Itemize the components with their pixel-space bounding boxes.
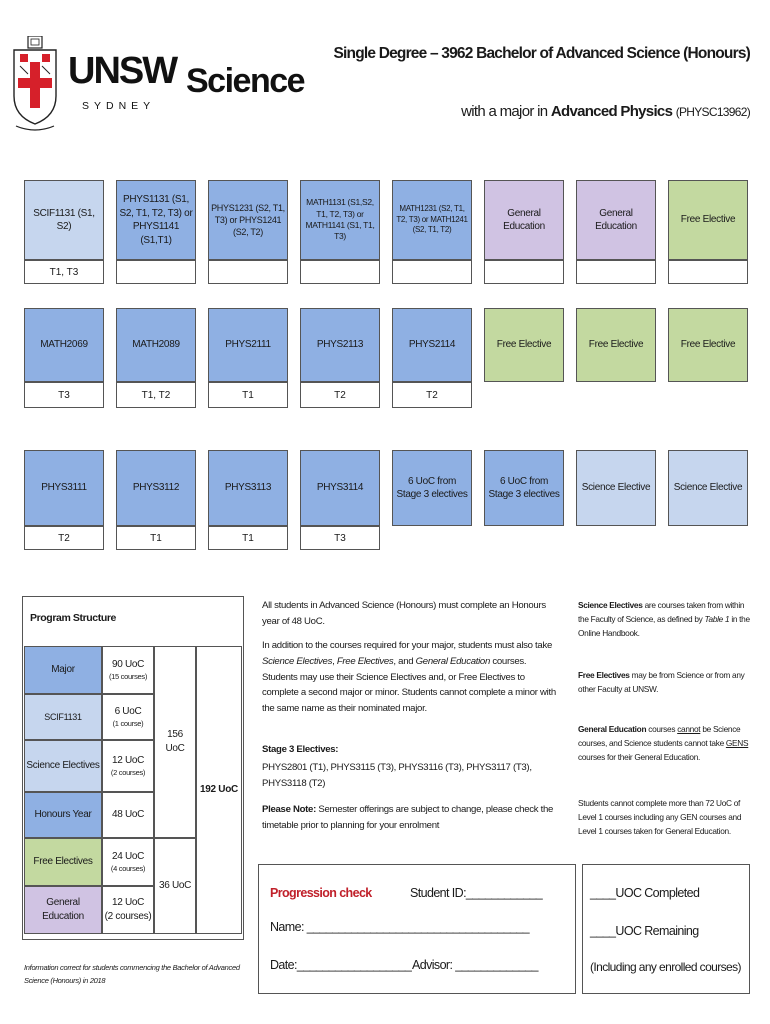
- course-box[interactable]: 6 UoC from Stage 3 electives: [392, 450, 472, 526]
- course-box[interactable]: PHYS1131 (S1, S2, T1, T2, T3) or PHYS1141 (S1,T1): [116, 180, 196, 260]
- term-box: [484, 260, 564, 284]
- term-box: T2: [392, 382, 472, 408]
- faculty-name: Science: [186, 62, 305, 100]
- honours-paragraph: All students in Advanced Science (Honours) must complete an Honours year of 48 UoC.: [262, 600, 546, 627]
- subtotal-156: 156 UoC: [154, 646, 196, 838]
- course-box[interactable]: Science Elective: [668, 450, 748, 526]
- major-label: Major: [24, 646, 102, 694]
- term-box: T1, T3: [24, 260, 104, 284]
- course-box[interactable]: PHYS2111: [208, 308, 288, 382]
- free-electives-label: Free Electives: [24, 838, 102, 886]
- major-prefix: with a major in: [461, 103, 551, 120]
- term-box: [576, 260, 656, 284]
- course-box[interactable]: Free Elective: [668, 180, 748, 260]
- course-box[interactable]: Science Elective: [576, 450, 656, 526]
- major-uoc: 90 UoC (15 courses): [102, 646, 154, 694]
- term-box: T1: [116, 526, 196, 550]
- scif-label: SCIF1131: [24, 694, 102, 740]
- major-name: Advanced Physics: [550, 103, 673, 120]
- term-box: T1, T2: [116, 382, 196, 408]
- semester-note: Please Note: Semester offerings are subject to change, please check the timetable prior to planning for your enrolment: [262, 804, 554, 831]
- course-box[interactable]: MATH1131 (S1,S2, T1, T2, T3) or MATH1141 (S1, T1, T3): [300, 180, 380, 260]
- course-box[interactable]: MATH2069: [24, 308, 104, 382]
- course-box[interactable]: Free Elective: [484, 308, 564, 382]
- program-structure-title: Program Structure: [30, 612, 116, 624]
- total-192: 192 UoC: [196, 646, 242, 934]
- course-box[interactable]: Free Elective: [668, 308, 748, 382]
- unsw-crest: [12, 36, 58, 134]
- course-box[interactable]: MATH2089: [116, 308, 196, 382]
- course-box[interactable]: PHYS3111: [24, 450, 104, 526]
- term-box: [300, 260, 380, 284]
- course-box[interactable]: General Education: [484, 180, 564, 260]
- free-electives-note: Free Electives may be from Science or from any other Faculty at UNSW.: [578, 670, 745, 695]
- course-box[interactable]: PHYS3112: [116, 450, 196, 526]
- student-id-field[interactable]: Student ID:____________: [410, 886, 543, 900]
- uoc-remaining-field[interactable]: ____UOC Remaining: [590, 924, 699, 938]
- advisor-field[interactable]: Advisor: _____________: [412, 958, 538, 972]
- electives-paragraph: In addition to the courses required for your major, students must also take Science Electives, Free Electives, and General Education courses. Students may use their Science Electives and, or Free Electives to complete a second major or minor. Students cannot complete a minor with the same name as their nominated major.: [262, 640, 556, 715]
- science-electives-label: Science Electives: [24, 740, 102, 792]
- subtotal-36: 36 UoC: [154, 838, 196, 934]
- major-code: (PHYSC13962): [675, 105, 750, 119]
- progression-check-title: Progression check: [270, 886, 372, 900]
- course-box[interactable]: PHYS3113: [208, 450, 288, 526]
- course-box[interactable]: Free Elective: [576, 308, 656, 382]
- course-box[interactable]: 6 UoC from Stage 3 electives: [484, 450, 564, 526]
- brand-city: SYDNEY: [82, 100, 156, 112]
- course-box[interactable]: PHYS2114: [392, 308, 472, 382]
- name-field[interactable]: Name: ___________________________________: [270, 920, 530, 934]
- term-box: [392, 260, 472, 284]
- stage3-list: PHYS2801 (T1), PHYS3115 (T3), PHYS3116 (T3), PHYS3117 (T3), PHYS3118 (T2): [262, 762, 532, 789]
- major-line: [380, 103, 750, 120]
- term-box: T1: [208, 382, 288, 408]
- enrolled-note: (Including any enrolled courses): [590, 960, 741, 974]
- stage3-heading: Stage 3 Electives:: [262, 744, 339, 755]
- science-electives-uoc: 12 UoC (2 courses): [102, 740, 154, 792]
- course-box[interactable]: PHYS3114: [300, 450, 380, 526]
- free-electives-uoc: 24 UoC (4 courses): [102, 838, 154, 886]
- science-electives-note: Science Electives are courses taken from within the Faculty of Science, as defined by Table 1 in the Online Handbook.: [578, 600, 750, 639]
- course-box[interactable]: SCIF1131 (S1, S2): [24, 180, 104, 260]
- honours-uoc: 48 UoC: [102, 792, 154, 838]
- course-box[interactable]: General Education: [576, 180, 656, 260]
- term-box: T1: [208, 526, 288, 550]
- term-box: T2: [24, 526, 104, 550]
- term-box: T2: [300, 382, 380, 408]
- general-education-uoc: 12 UoC (2 courses): [102, 886, 154, 934]
- date-field[interactable]: Date:__________________: [270, 958, 412, 972]
- general-education-note: General Education courses cannot be Science courses, and Science students cannot take GENS courses for their General Education.: [578, 724, 749, 763]
- page-title: Single Degree – 3962 Bachelor of Advanced Science (Honours): [333, 45, 750, 62]
- term-box: T3: [300, 526, 380, 550]
- term-box: [208, 260, 288, 284]
- general-education-label: General Education: [24, 886, 102, 934]
- honours-label: Honours Year: [24, 792, 102, 838]
- course-box[interactable]: MATH1231 (S2, T1, T2, T3) or MATH1241 (S2, T1, T2): [392, 180, 472, 260]
- uoc-completed-field[interactable]: ____UOC Completed: [590, 886, 700, 900]
- term-box: [116, 260, 196, 284]
- brand-wordmark: UNSW: [68, 50, 177, 92]
- level1-note: Students cannot complete more than 72 UoC of Level 1 courses including any GEN courses and Level 1 courses taken for General Education.: [578, 798, 742, 837]
- course-box[interactable]: PHYS2113: [300, 308, 380, 382]
- info-note: Information correct for students commencing the Bachelor of Advanced Science (Honours) in 2018: [24, 963, 240, 985]
- course-box[interactable]: PHYS1231 (S2, T1, T3) or PHYS1241 (S2, T2): [208, 180, 288, 260]
- scif-uoc: 6 UoC (1 course): [102, 694, 154, 740]
- term-box: [668, 260, 748, 284]
- term-box: T3: [24, 382, 104, 408]
